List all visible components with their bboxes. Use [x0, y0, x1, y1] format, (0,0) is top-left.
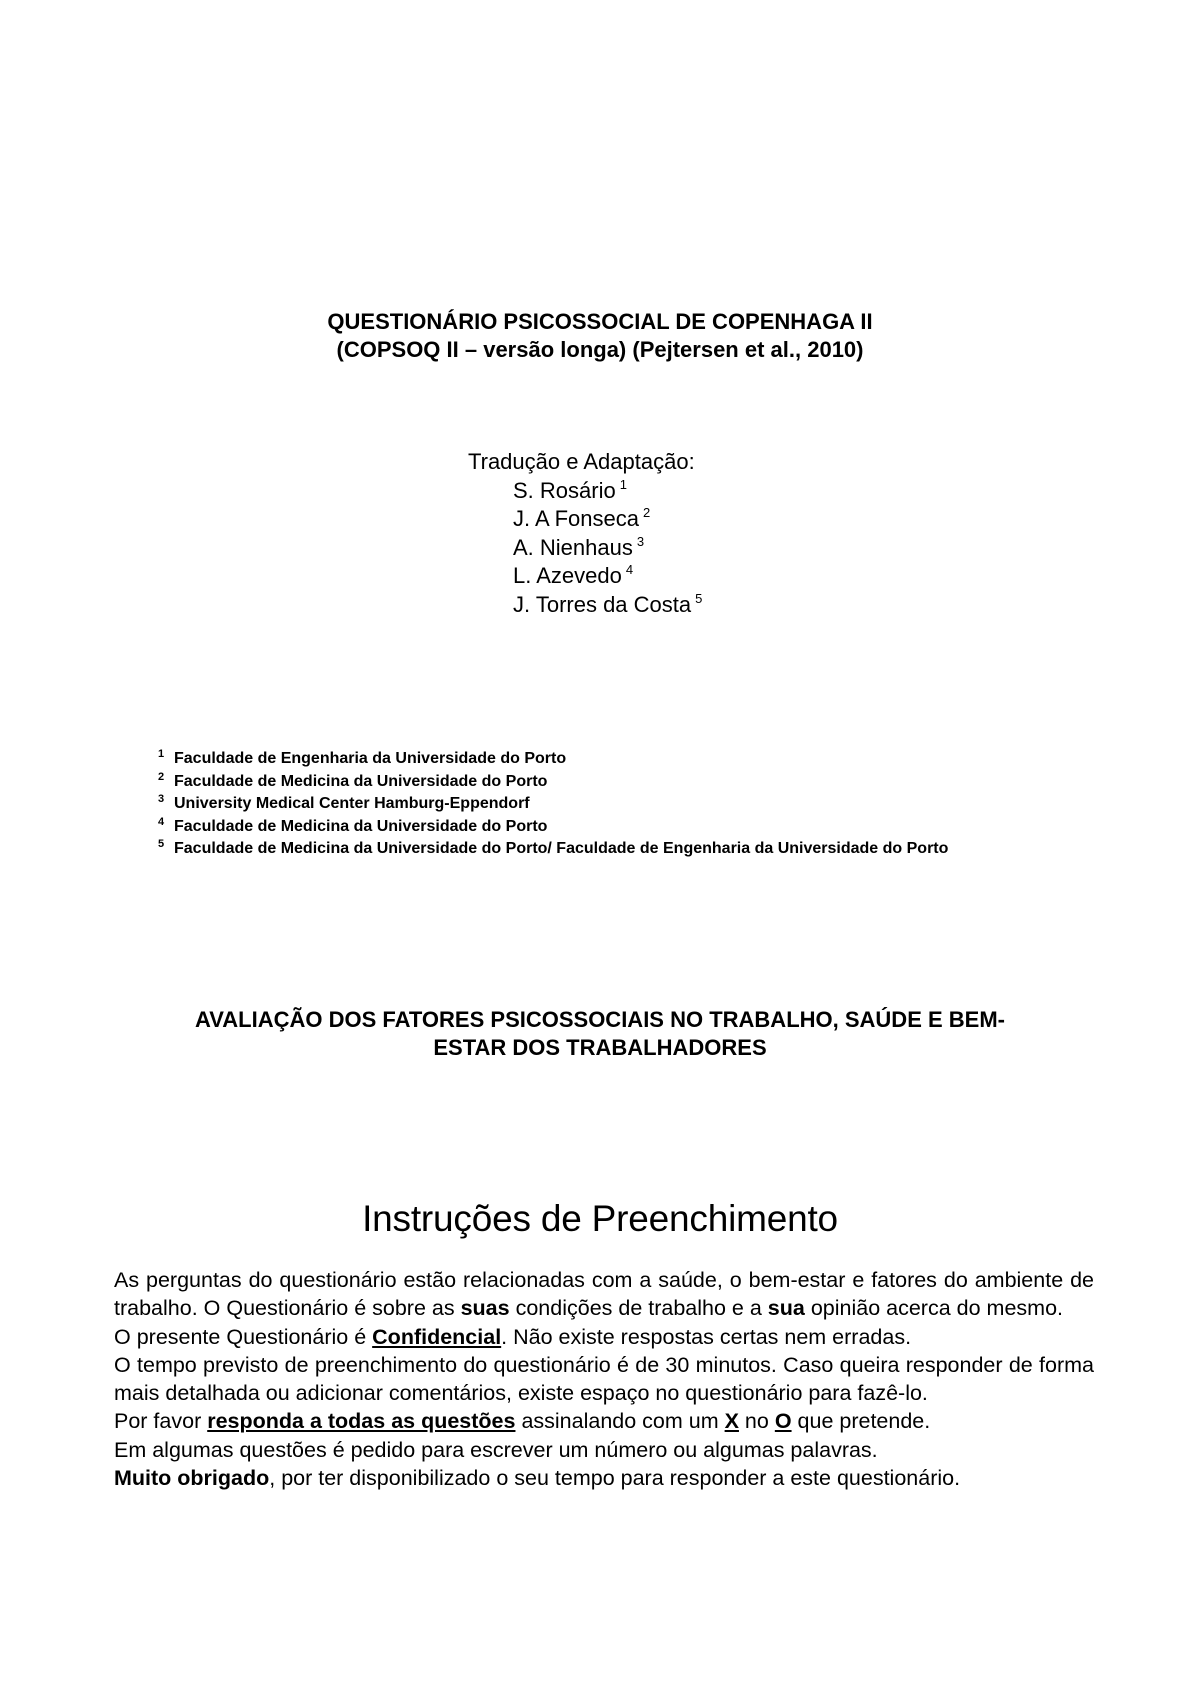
- translation-credits: [468, 448, 702, 619]
- confidential-emphasis: Confidencial: [372, 1324, 502, 1349]
- mark-x-emphasis: X: [724, 1409, 739, 1434]
- document-subtitle: [0, 1006, 1200, 1062]
- author-item: [468, 534, 702, 563]
- title-line-2: (COPSOQ II – versão longa) (Pejtersen et al., 2010): [336, 337, 864, 362]
- affiliation-text: University Medical Center Hamburg-Eppendorf: [174, 795, 530, 812]
- author-ref: 5: [695, 590, 703, 606]
- affiliation-text: Faculdade de Engenharia da Universidade do Porto: [174, 750, 567, 767]
- affiliation-text: Faculdade de Medicina da Universidade do Porto: [174, 772, 548, 790]
- author-ref: 4: [625, 562, 634, 577]
- affiliation-item: 2 Faculdade de Medicina da Universidade do Porto: [158, 770, 548, 790]
- instructions-paragraph: Por favor responda a todas as questões assinalando com um X no O que pretende.: [114, 1409, 931, 1434]
- subtitle-line-2: ESTAR DOS TRABALHADORES: [433, 1035, 767, 1060]
- affiliation-item: 4 Faculdade de Medicina da Universidade do Porto: [158, 815, 548, 835]
- author-item: [468, 477, 702, 506]
- instructions-body: [114, 1266, 1094, 1492]
- instructions-paragraph: Muito obrigado, por ter disponibilizado o seu tempo para responder a este questionário.: [114, 1466, 961, 1491]
- affiliation-item: 3 University Medical Center Hamburg-Eppendorf: [158, 793, 530, 812]
- instructions-heading: Instruções de Preenchimento: [362, 1198, 838, 1239]
- title-line-1: QUESTIONÁRIO PSICOSSOCIAL DE COPENHAGA II: [327, 309, 873, 334]
- thanks-emphasis: Muito obrigado: [114, 1466, 270, 1491]
- affiliation-item: 5 Faculdade de Medicina da Universidade do Porto/ Faculdade de Engenharia da Universidade do Porto: [158, 838, 949, 857]
- author-name: L. Azevedo: [513, 563, 622, 588]
- mark-o-emphasis: O: [774, 1409, 792, 1434]
- document-title: [0, 308, 1200, 364]
- instructions-paragraph: O tempo previsto de preenchimento do questionário é de 30 minutos. Caso queira responder de forma mais detalhada ou adicionar comentários, existe espaço no questionário para fazê-lo.: [114, 1352, 1094, 1406]
- answer-all-emphasis: responda a todas as questões: [207, 1409, 516, 1434]
- instructions-paragraph: O presente Questionário é Confidencial. Não existe respostas certas nem erradas.: [114, 1324, 912, 1349]
- author-name: A. Nienhaus: [513, 534, 633, 560]
- author-name: J. Torres da Costa: [513, 591, 692, 617]
- author-ref: 1: [619, 476, 627, 492]
- affiliation-item: 1 Faculdade de Engenharia da Universidade do Porto: [158, 748, 567, 767]
- author-item: [468, 591, 702, 620]
- instructions-paragraph: Em algumas questões é pedido para escrever um número ou algumas palavras.: [114, 1437, 878, 1462]
- affiliations-list: [158, 748, 948, 861]
- instructions-paragraph: As perguntas do questionário estão relacionadas com a saúde, o bem-estar e fatores do ambiente de trabalho. O Questionário é sobre as suas condições de trabalho e a sua opinião acerca do mesmo.: [114, 1268, 1094, 1321]
- author-ref: 2: [642, 505, 651, 520]
- affiliation-text: Faculdade de Medicina da Universidade do Porto: [174, 817, 548, 835]
- author-item: [468, 505, 702, 534]
- author-name: J. A Fonseca: [513, 506, 639, 531]
- translation-heading: Tradução e Adaptação:: [468, 449, 695, 474]
- author-item: [468, 562, 702, 591]
- author-ref: 3: [636, 533, 645, 549]
- affiliation-text: Faculdade de Medicina da Universidade do Porto/ Faculdade de Engenharia da Universidade do Porto: [174, 840, 949, 857]
- subtitle-line-1: AVALIAÇÃO DOS FATORES PSICOSSOCIAIS NO TRABALHO, SAÚDE E BEM-: [195, 1007, 1005, 1032]
- author-name: S. Rosário: [513, 477, 616, 503]
